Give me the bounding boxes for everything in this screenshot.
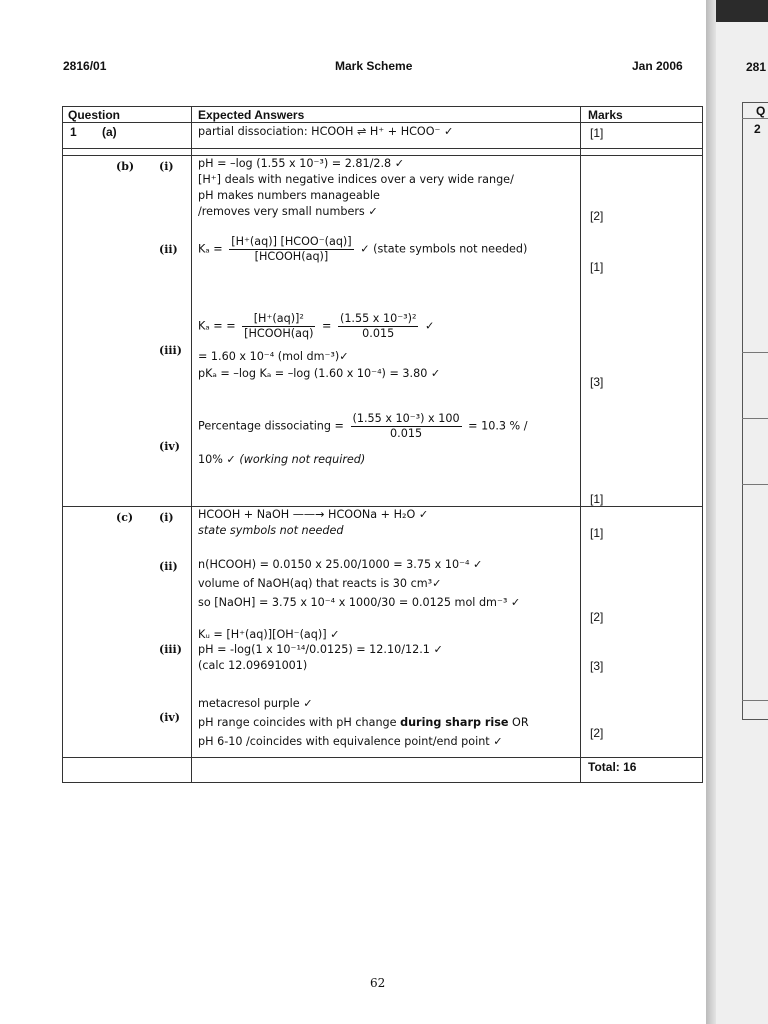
answer-c-i-line1: HCOOH + NaOH ——→ HCOONa + H₂O ✓ <box>198 508 429 521</box>
ka-expression-note: ✓ (state symbols not needed) <box>360 242 528 256</box>
answer-b-i-line2: [H⁺] deals with negative indices over a very wide range/ <box>198 173 514 186</box>
next-page-table <box>742 102 768 720</box>
answer-c-iv-line1: metacresol purple ✓ <box>198 697 313 710</box>
marks-b-iii: [3] <box>590 375 604 389</box>
answer-c-iii-line3: (calc 12.09691001) <box>198 659 308 672</box>
ka-calc-fraction-1 <box>242 312 315 341</box>
percent-denominator: 0.015 <box>390 427 423 440</box>
answer-a: partial dissociation: HCOOH ⇌ H⁺ + HCOO⁻ ✓ <box>198 125 454 138</box>
table-left-border <box>62 106 63 783</box>
row-total-top-border <box>62 757 703 758</box>
answer-b-iv-line2 <box>198 453 365 467</box>
question-col-divider <box>191 106 192 783</box>
answer-c-ii-line1: n(HCOOH) = 0.0150 x 25.00/1000 = 3.75 x 10⁻⁴ ✓ <box>198 558 483 571</box>
sub-c-ii-label: (ii) <box>159 560 178 573</box>
answer-c-iv-line3: pH 6-10 /coincides with equivalence point/end point ✓ <box>198 735 503 748</box>
ka-calc-fraction-2 <box>338 312 418 341</box>
row-c-top-border <box>62 506 703 507</box>
ka-fraction <box>229 235 353 264</box>
marks-b-iv: [1] <box>590 492 604 506</box>
marks-c-ii: [2] <box>590 610 604 624</box>
ka-calc-tick: ✓ <box>425 319 435 333</box>
row-a-border <box>62 148 703 149</box>
answer-c-ii-line3: so [NaOH] = 3.75 x 10⁻⁴ x 1000/30 = 0.0125 mol dm⁻³ ✓ <box>198 596 521 609</box>
total-marks: Total: 16 <box>588 760 637 774</box>
percent-note: (working not required) <box>239 453 366 466</box>
exam-date: Jan 2006 <box>632 59 683 73</box>
answer-b-iv-line1 <box>198 412 528 441</box>
percent-fraction <box>351 412 462 441</box>
next-page-row-line <box>742 418 768 419</box>
sub-b-ii-label: (ii) <box>159 243 178 256</box>
ka-calc-equals: = <box>322 319 332 333</box>
next-page-row-line <box>742 484 768 485</box>
marks-c-i: [1] <box>590 526 604 540</box>
answer-c-iii-line2: pH = -log(1 x 10⁻¹⁴/0.0125) = 12.10/12.1 ✓ <box>198 643 443 656</box>
percent-rhs: = 10.3 % / <box>468 419 528 433</box>
next-page-code: 281 <box>746 60 767 74</box>
percent-alt: 10% ✓ <box>198 453 236 466</box>
percent-numerator: (1.55 x 10⁻³) x 100 <box>352 412 460 425</box>
sub-b-iv-label: (iv) <box>159 440 180 453</box>
answer-c-ii-line2: volume of NaOH(aq) that reacts is 30 cm³✓ <box>198 577 442 590</box>
page-number: 62 <box>370 976 386 990</box>
paper-code: 2816/01 <box>63 59 107 73</box>
part-b-label: (b) <box>116 160 135 173</box>
table-bottom-border <box>62 782 703 783</box>
question-number: 1 <box>70 125 77 139</box>
marks-c-iv: [2] <box>590 726 604 740</box>
answer-c-iv-line2 <box>198 716 529 730</box>
sub-b-iii-label: (iii) <box>159 344 182 357</box>
next-page-col-header: Q <box>756 104 766 118</box>
answer-b-i-line1: pH = –log (1.55 x 10⁻³) = 2.81/2.8 ✓ <box>198 157 405 170</box>
marks-col-divider <box>580 106 581 783</box>
header-row-border <box>62 122 703 123</box>
ka-calc-denominator-2: 0.015 <box>362 327 395 340</box>
answer-b-iii-line2: = 1.60 x 10⁻⁴ (mol dm⁻³)✓ <box>198 350 349 363</box>
next-page-row-line <box>742 700 768 701</box>
answer-c-i-line2: state symbols not needed <box>198 524 344 537</box>
ka-calc-numerator-2: (1.55 x 10⁻³)² <box>339 312 417 325</box>
answer-b-iii-line3: pKₐ = –log Kₐ = –log (1.60 x 10⁻⁴) = 3.80 ✓ <box>198 367 441 380</box>
next-page-row-line <box>742 118 768 119</box>
next-page-edge <box>716 0 768 1024</box>
marks-b-i: [2] <box>590 209 604 223</box>
col-header-answers: Expected Answers <box>198 108 305 122</box>
answer-b-i-line3: pH makes numbers manageable <box>198 189 380 202</box>
marks-a: [1] <box>590 126 604 140</box>
part-c-label: (c) <box>116 511 134 524</box>
next-page-dark-band <box>716 0 768 22</box>
book-spine <box>706 0 716 1024</box>
row-b-top-border <box>62 155 703 156</box>
indicator-reason-bold: during sharp rise <box>400 716 509 729</box>
answer-b-i-line4: /removes very small numbers ✓ <box>198 205 378 218</box>
sub-c-iv-label: (iv) <box>159 711 180 724</box>
part-a-label: (a) <box>102 125 117 139</box>
next-page-row-line <box>742 352 768 353</box>
ka-calc-numerator-1: [H⁺(aq)]² <box>242 312 315 327</box>
marks-b-ii: [1] <box>590 260 604 274</box>
answer-c-iii-line1: Kᵤ = [H⁺(aq)][OH⁻(aq)] ✓ <box>198 628 340 641</box>
indicator-reason: pH range coincides with pH change <box>198 716 401 729</box>
answer-b-iii-line1 <box>198 312 434 341</box>
sub-b-i-label: (i) <box>159 160 174 173</box>
table-right-border <box>702 106 703 783</box>
ka-denominator: [HCOOH(aq)] <box>254 250 329 263</box>
next-page-question-number: 2 <box>754 122 761 136</box>
ka-expression-lhs: Kₐ = <box>198 242 223 256</box>
answer-b-ii <box>198 235 527 264</box>
ka-numerator: [H⁺(aq)] [HCOO⁻(aq)] <box>231 235 352 248</box>
document-title: Mark Scheme <box>335 59 413 73</box>
marks-c-iii: [3] <box>590 659 604 673</box>
percent-lhs: Percentage dissociating = <box>198 419 344 433</box>
ka-calc-denominator-1: [HCOOH(aq) <box>244 327 314 340</box>
col-header-question: Question <box>68 108 121 122</box>
table-top-border <box>62 106 703 107</box>
sub-c-iii-label: (iii) <box>159 643 182 656</box>
col-header-marks: Marks <box>588 108 623 122</box>
indicator-reason-or: OR <box>508 716 529 729</box>
sub-c-i-label: (i) <box>159 511 174 524</box>
ka-calc-lhs: Kₐ = = <box>198 319 236 333</box>
